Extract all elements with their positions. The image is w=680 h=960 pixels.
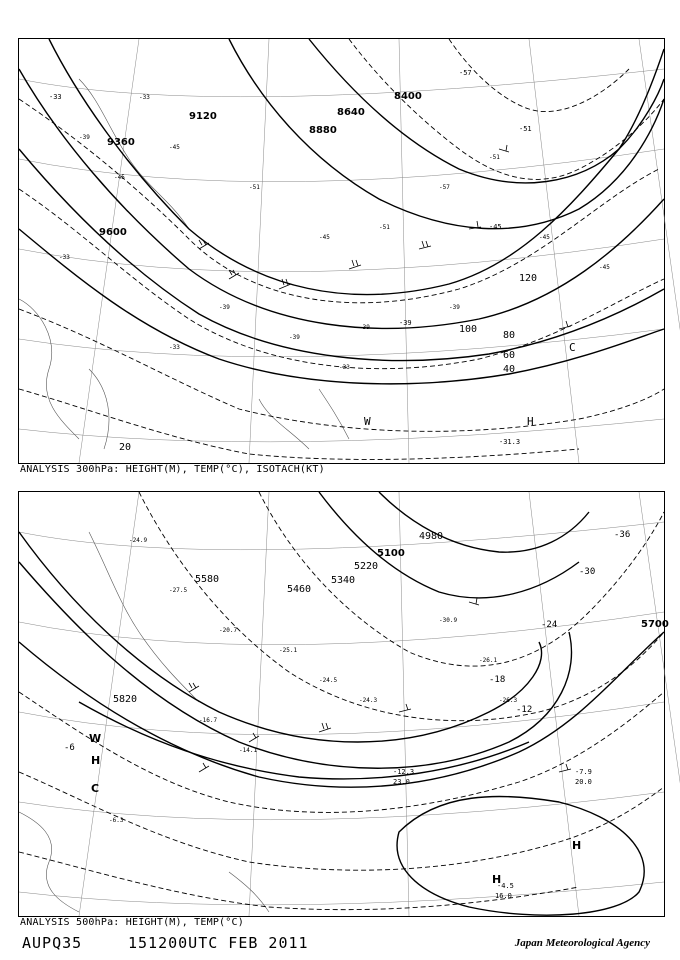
svg-text:-45: -45 — [169, 144, 180, 151]
height-label-5220: 5220 — [354, 561, 379, 572]
temp-label-3: -24 — [541, 620, 558, 630]
svg-text:-26.3: -26.3 — [499, 697, 518, 704]
isotach-labels — [119, 273, 537, 453]
svg-text:-24.3: -24.3 — [359, 697, 378, 704]
height-label-5820: 5820 — [113, 694, 138, 705]
isotach-label-40: 40 — [503, 364, 516, 375]
height-labels — [113, 531, 669, 705]
height-label-8400: 8400 — [394, 91, 422, 102]
graticule-lines — [19, 39, 680, 463]
isotach-label-80: 80 — [503, 330, 516, 341]
svg-text:-24.5: -24.5 — [319, 677, 338, 684]
station-value-5: 23.0 — [393, 778, 410, 786]
temp-label-4: -51 — [519, 125, 532, 133]
svg-text:-33: -33 — [139, 94, 150, 101]
svg-text:-16.7: -16.7 — [199, 717, 218, 724]
svg-text:-39: -39 — [289, 334, 300, 341]
temperature-labels — [49, 69, 532, 446]
coastline — [19, 532, 269, 912]
map-500hpa-canvas — [19, 492, 669, 916]
height-label-8880: 8880 — [309, 125, 337, 136]
station-value-3: 20.0 — [575, 778, 592, 786]
cold-marker: C — [91, 782, 100, 795]
svg-text:-27.5: -27.5 — [169, 587, 188, 594]
height-label-8640: 8640 — [337, 107, 365, 118]
temp-label-0: -6 — [64, 743, 75, 753]
high-pressure-marker-east: H — [572, 839, 582, 852]
temp-label-1: -33 — [49, 93, 62, 101]
svg-text:-57: -57 — [439, 184, 450, 191]
map-300hpa-canvas — [19, 39, 664, 463]
station-value-2: -7.9 — [575, 768, 592, 776]
svg-text:-39: -39 — [449, 304, 460, 311]
temp-label-2: -39 — [399, 319, 412, 327]
isotach-label-120: 120 — [519, 273, 538, 284]
temp-label-2: -18 — [489, 675, 506, 685]
isotach-label-100: 100 — [459, 324, 478, 335]
svg-text:-25.1: -25.1 — [279, 647, 298, 654]
temp-label-1: -12 — [516, 705, 533, 715]
agency-name: Japan Meteorological Agency — [514, 937, 650, 949]
isotach-label-60: 60 — [503, 350, 516, 361]
svg-text:-51: -51 — [379, 224, 390, 231]
chart-code: AUPQ35 — [22, 934, 83, 952]
svg-text:-33: -33 — [339, 364, 350, 371]
temp-label-5: -36 — [614, 530, 631, 540]
temp-label-5: -57 — [459, 69, 472, 77]
svg-text:-26.1: -26.1 — [479, 657, 498, 664]
svg-text:-39: -39 — [79, 134, 90, 141]
caption-300hpa: ANALYSIS 300hPa: HEIGHT(M), TEMP(°C), ISOTACH(KT) — [20, 464, 325, 475]
svg-text:-39: -39 — [219, 304, 230, 311]
svg-text:-45: -45 — [114, 174, 125, 181]
height-contours — [19, 39, 664, 384]
valid-time: 151200UTC FEB 2011 — [128, 934, 309, 952]
cold-marker: C — [569, 341, 576, 354]
height-label-4980: 4980 — [419, 531, 444, 542]
temperature-labels — [64, 530, 630, 753]
svg-text:-39: -39 — [359, 324, 370, 331]
height-label-5700: 5700 — [641, 619, 669, 630]
svg-text:-45: -45 — [599, 264, 610, 271]
warm-marker: W — [89, 732, 102, 745]
temp-label-3: -45 — [489, 223, 502, 231]
svg-text:-33: -33 — [59, 254, 70, 261]
svg-text:-14.1: -14.1 — [239, 747, 258, 754]
height-label-5100: 5100 — [377, 548, 405, 559]
temp-label-4: -30 — [579, 567, 596, 577]
height-label-5340: 5340 — [331, 575, 356, 586]
map-500hpa-panel — [18, 491, 669, 917]
svg-text:-6.3: -6.3 — [109, 817, 124, 824]
svg-text:-20.7: -20.7 — [219, 627, 238, 634]
svg-text:-33: -33 — [169, 344, 180, 351]
high-pressure-marker-west: H — [91, 754, 101, 767]
height-label-5460: 5460 — [287, 584, 312, 595]
svg-text:-51: -51 — [249, 184, 260, 191]
high-pressure-marker: H — [527, 415, 534, 428]
small-station-values — [109, 537, 517, 824]
svg-text:-51: -51 — [489, 154, 500, 161]
height-label-9120: 9120 — [189, 111, 217, 122]
station-value-0: -4.5 — [497, 882, 514, 890]
svg-text:-45: -45 — [319, 234, 330, 241]
height-label-9360: 9360 — [107, 137, 135, 148]
height-label-5580: 5580 — [195, 574, 220, 585]
wind-barbs — [189, 598, 571, 772]
svg-text:-45: -45 — [539, 234, 550, 241]
station-value-4: -12.3 — [393, 768, 415, 776]
warm-marker: W — [364, 415, 371, 428]
isotach-label-20: 20 — [119, 442, 132, 453]
svg-text:-30.9: -30.9 — [439, 617, 458, 624]
temp-label-0: -31.3 — [499, 438, 521, 446]
svg-text:-24.9: -24.9 — [129, 537, 148, 544]
station-value-1: 16.0 — [495, 892, 512, 900]
height-label-9600: 9600 — [99, 227, 127, 238]
high-pressure-marker-south: H — [492, 873, 502, 886]
map-300hpa-panel — [18, 38, 665, 464]
wind-barbs — [199, 145, 571, 329]
caption-500hpa: ANALYSIS 500hPa: HEIGHT(M), TEMP(°C) — [20, 917, 244, 928]
